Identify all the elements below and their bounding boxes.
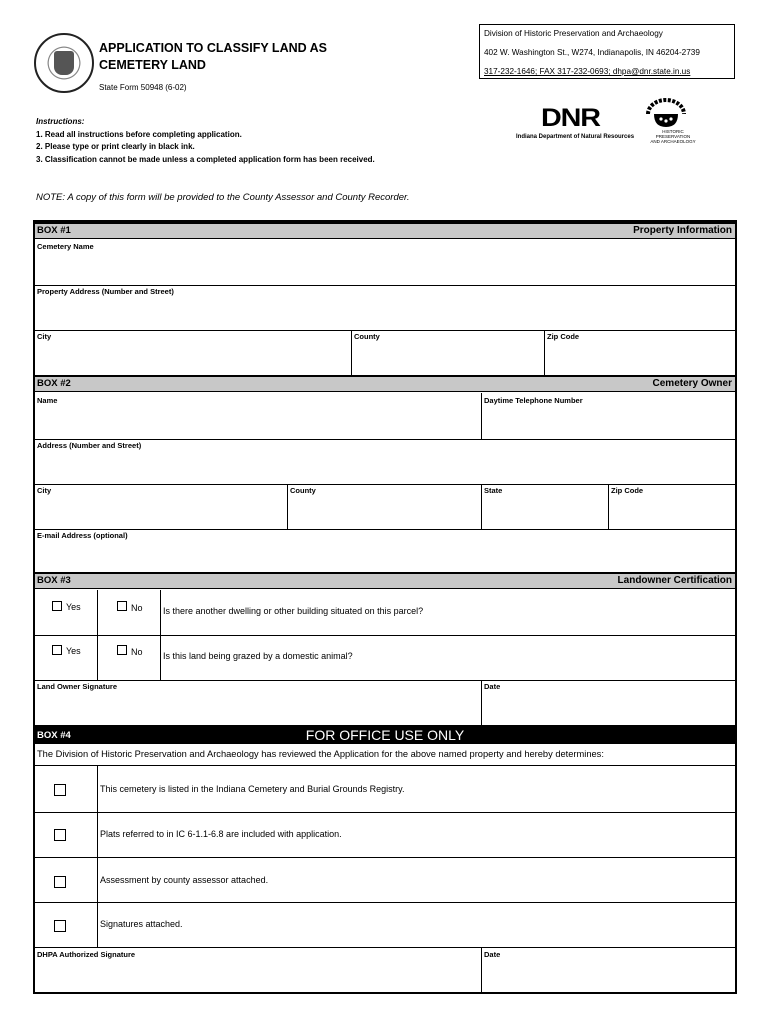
landowner-date-field[interactable] <box>483 692 734 724</box>
signatures-checkbox[interactable] <box>54 920 66 932</box>
dhpa-signature-field[interactable] <box>36 960 480 991</box>
divider <box>35 635 735 636</box>
property-zip-field[interactable] <box>546 342 734 374</box>
owner-name-label: Name <box>37 396 58 405</box>
division-name: Division of Historic Preservation and Archaeology <box>484 29 663 38</box>
landowner-signature-field[interactable] <box>36 692 480 724</box>
owner-phone-field[interactable] <box>483 406 734 438</box>
divider <box>35 285 735 286</box>
q1-yes-label: Yes <box>66 602 81 612</box>
owner-email-field[interactable] <box>36 541 734 571</box>
box3-header <box>35 572 735 589</box>
landowner-date-label: Date <box>484 682 501 691</box>
owner-address-label: Address (Number and Street) <box>37 441 142 450</box>
q1-yes-checkbox[interactable] <box>52 601 62 611</box>
division-info-box <box>479 24 735 79</box>
dhpa-date-label: Date <box>484 950 501 959</box>
owner-address-field[interactable] <box>36 451 734 483</box>
box2-title: Cemetery Owner <box>652 378 732 389</box>
box4-intro: The Division of Historic Preservation and Archaeology has reviewed the Application for the above named property and hereby determines: <box>37 749 604 759</box>
owner-zip-field[interactable] <box>610 496 734 528</box>
cemetery-name-label: Cemetery Name <box>37 242 94 251</box>
plats-item: Plats referred to in IC 6-1.1-6.8 are included with application. <box>100 829 342 839</box>
divider <box>35 484 735 485</box>
divider <box>287 484 288 529</box>
box2-label: BOX #2 <box>37 378 71 389</box>
historic-preservation-logo-icon <box>646 98 686 128</box>
dhpa-date-field[interactable] <box>483 960 734 991</box>
state-seal-logo <box>34 33 94 93</box>
q1-no-label: No <box>131 603 143 613</box>
divider <box>35 947 735 948</box>
divider <box>481 947 482 992</box>
owner-state-field[interactable] <box>483 496 607 528</box>
assessment-checkbox[interactable] <box>54 876 66 888</box>
divider <box>35 812 735 813</box>
dhpa-signature-label: DHPA Authorized Signature <box>37 950 136 959</box>
divider <box>35 857 735 858</box>
divider <box>608 484 609 529</box>
divider <box>544 330 545 375</box>
divider <box>481 484 482 529</box>
q2-no-label: No <box>131 647 143 657</box>
divider <box>35 902 735 903</box>
dnr-logo: DNR <box>541 104 600 132</box>
form-title-line1: APPLICATION TO CLASSIFY LAND AS <box>99 41 328 55</box>
owner-city-label: City <box>37 486 52 495</box>
form-title <box>99 40 379 74</box>
registry-checkbox[interactable] <box>54 784 66 796</box>
instructions <box>36 116 375 166</box>
hp-caption-line2: AND ARCHAEOLOGY <box>650 139 696 144</box>
instruction-item: 3. Classification cannot be made unless a completed application form has been received. <box>36 154 375 164</box>
property-county-field[interactable] <box>353 342 543 374</box>
q2-no-checkbox[interactable] <box>117 645 127 655</box>
registry-item: This cemetery is listed in the Indiana Cemetery and Burial Grounds Registry. <box>100 784 405 794</box>
divider <box>97 765 98 947</box>
instruction-item: 2. Please type or print clearly in black ink. <box>36 142 195 151</box>
note-text: NOTE: A copy of this form will be provided to the County Assessor and County Recorder. <box>36 192 410 203</box>
instruction-item: 1. Read all instructions before completing application. <box>36 129 242 139</box>
landowner-signature-label: Land Owner Signature <box>37 682 118 691</box>
hp-caption <box>645 129 701 144</box>
box4-title: FOR OFFICE USE ONLY <box>305 727 465 743</box>
property-city-field[interactable] <box>36 342 350 374</box>
box4-header <box>35 725 735 744</box>
owner-county-label: County <box>290 486 316 495</box>
plats-checkbox[interactable] <box>54 829 66 841</box>
owner-county-field[interactable] <box>289 496 480 528</box>
q2-question: Is this land being grazed by a domestic animal? <box>163 651 353 661</box>
box3-title: Landowner Certification <box>617 575 732 586</box>
assessment-item: Assessment by county assessor attached. <box>100 875 269 885</box>
dnr-name: Indiana Department of Natural Resources <box>516 134 635 140</box>
divider <box>35 439 735 440</box>
hp-caption-line1: HISTORIC PRESERVATION <box>655 129 691 139</box>
form-number: State Form 50948 (6-02) <box>99 83 187 92</box>
box2-header <box>35 375 735 392</box>
form-title-line2: CEMETERY LAND <box>99 58 206 72</box>
divider <box>35 680 735 681</box>
divider <box>35 765 735 766</box>
owner-email-label: E-mail Address (optional) <box>37 531 128 540</box>
divider <box>35 529 735 530</box>
property-zip-label: Zip Code <box>547 332 580 341</box>
cemetery-name-field[interactable] <box>36 252 734 284</box>
box1-title: Property Information <box>633 225 732 236</box>
q1-question: Is there another dwelling or other building situated on this parcel? <box>163 606 424 616</box>
box3-label: BOX #3 <box>37 575 71 586</box>
division-address: 402 W. Washington St., W274, Indianapolis, IN 46204-2739 <box>484 48 700 57</box>
divider <box>481 680 482 725</box>
box4-label: BOX #4 <box>37 730 71 741</box>
owner-phone-label: Daytime Telephone Number <box>484 396 583 405</box>
divider <box>351 330 352 375</box>
box1-header <box>35 222 735 239</box>
box1-label: BOX #1 <box>37 225 71 236</box>
q2-yes-checkbox[interactable] <box>52 645 62 655</box>
owner-name-field[interactable] <box>36 406 480 438</box>
property-city-label: City <box>37 332 52 341</box>
divider <box>481 393 482 439</box>
property-address-label: Property Address (Number and Street) <box>37 287 174 296</box>
instructions-heading: Instructions: <box>36 117 85 126</box>
owner-state-label: State <box>484 486 503 495</box>
owner-city-field[interactable] <box>36 496 286 528</box>
q1-no-checkbox[interactable] <box>117 601 127 611</box>
divider <box>35 330 735 331</box>
q2-yes-label: Yes <box>66 646 81 656</box>
property-county-label: County <box>354 332 380 341</box>
property-address-field[interactable] <box>36 297 734 329</box>
owner-zip-label: Zip Code <box>611 486 644 495</box>
division-contact: 317-232-1646; FAX 317-232-0693; dhpa@dnr.state.in.us <box>484 67 691 76</box>
signatures-item: Signatures attached. <box>100 919 183 929</box>
